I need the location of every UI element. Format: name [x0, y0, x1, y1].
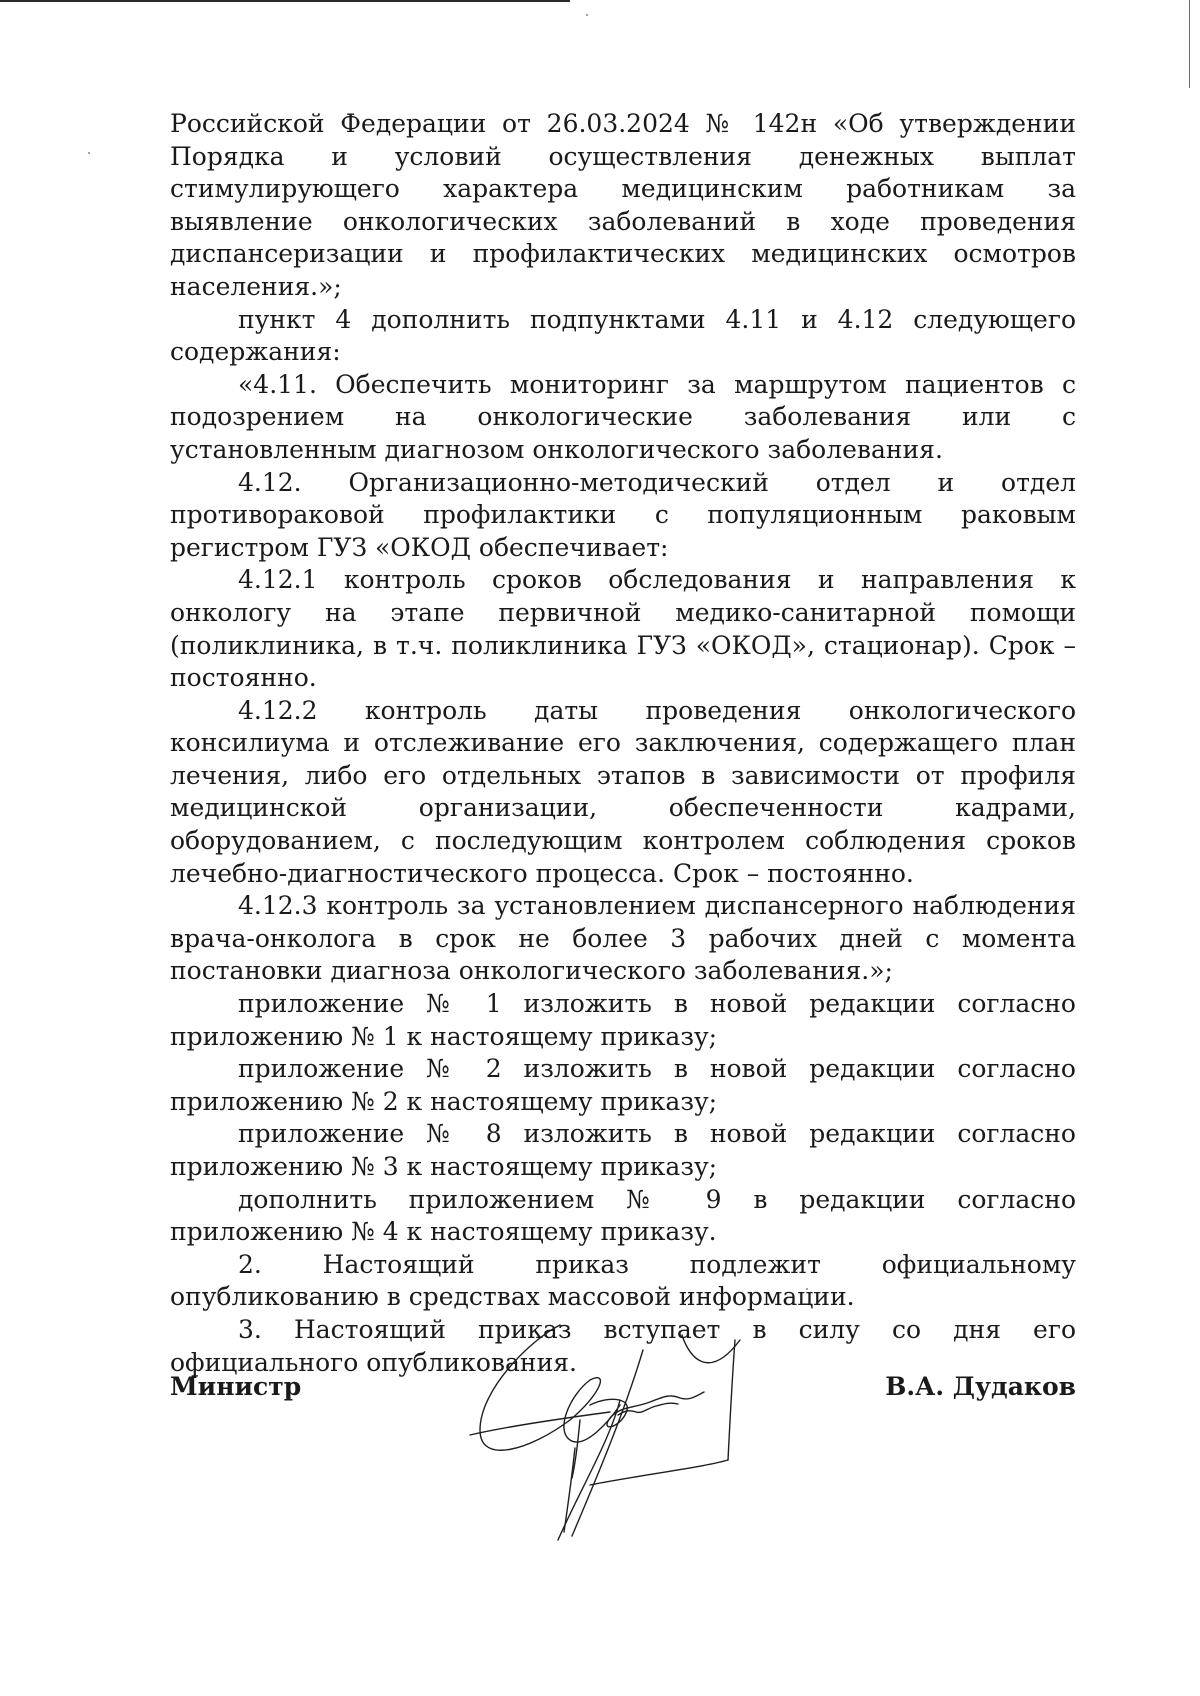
scan-edge-line: [1189, 0, 1190, 88]
handwritten-signature: [460, 1300, 780, 1550]
signatory-position: Министр: [170, 1372, 302, 1401]
signatory-name: В.А. Дудаков: [885, 1372, 1076, 1401]
paragraph: 4.12. Организационно-методический отдел и отдел противораковой профилактики с популяционным раковым регистром ГУЗ «ОКОД обеспечивает:: [170, 467, 1076, 562]
paragraph: Российской Федерации от 26.03.2024 № 142н «Об утверждении Порядка и условий осуществления денежных выплат стимулирующего характера медицинским работникам за выявление онкологических заболеваний в ходе проведения диспансеризации и профилактических медицинских осмотров населения.»;: [170, 109, 1076, 301]
paragraph: пункт 4 дополнить подпунктами 4.11 и 4.12 следующего содержания:: [170, 304, 1076, 367]
scan-speck: [88, 152, 90, 154]
paragraph: приложение № 1 изложить в новой редакции согласно приложению № 1 к настоящему приказу;: [170, 989, 1076, 1051]
paragraph: приложение № 2 изложить в новой редакции согласно приложению № 2 к настоящему приказу;: [170, 1054, 1076, 1116]
paragraph: 3. Настоящий приказ вступает в силу со дня его официального опубликования.: [170, 1314, 1076, 1377]
scan-edge-line: [0, 0, 570, 2]
paragraph: дополнить приложением № 9 в редакции согласно приложению № 4 к настоящему приказу.: [170, 1184, 1076, 1247]
paragraph: 4.12.3 контроль за установлением диспансерного наблюдения врача-онколога в срок не более 3 рабочих дней с момента постановки диагноза онкологического заболевания.»;: [170, 891, 1076, 986]
paragraph: приложение № 8 изложить в новой редакции согласно приложению № 3 к настоящему приказу;: [170, 1119, 1076, 1181]
paragraph: 4.12.2 контроль даты проведения онкологического консилиума и отслеживание его заключения, содержащего план лечения, либо его отдельных этапов в зависимости от профиля медицинской организации, обеспеченности кадрами, оборудованием, с последующим контролем соблюдения сроков лечебно-диагностического процесса. Срок – постоянно.: [170, 695, 1076, 888]
document-body: [170, 108, 1076, 1379]
paragraph: «4.11. Обеспечить мониторинг за маршрутом пациентов с подозрением на онкологические заболевания или с установленным диагнозом онкологического заболевания.: [170, 369, 1076, 464]
paragraph: 2. Настоящий приказ подлежит официальному опубликованию в средствах массовой информации.: [170, 1249, 1076, 1312]
scan-speck: [586, 14, 588, 16]
paragraph: 4.12.1 контроль сроков обследования и направления к онкологу на этапе первичной медико-санитарной помощи (поликлиника, в т.ч. поликлиника ГУЗ «ОКОД», стационар). Срок – постоянно.: [170, 565, 1076, 693]
